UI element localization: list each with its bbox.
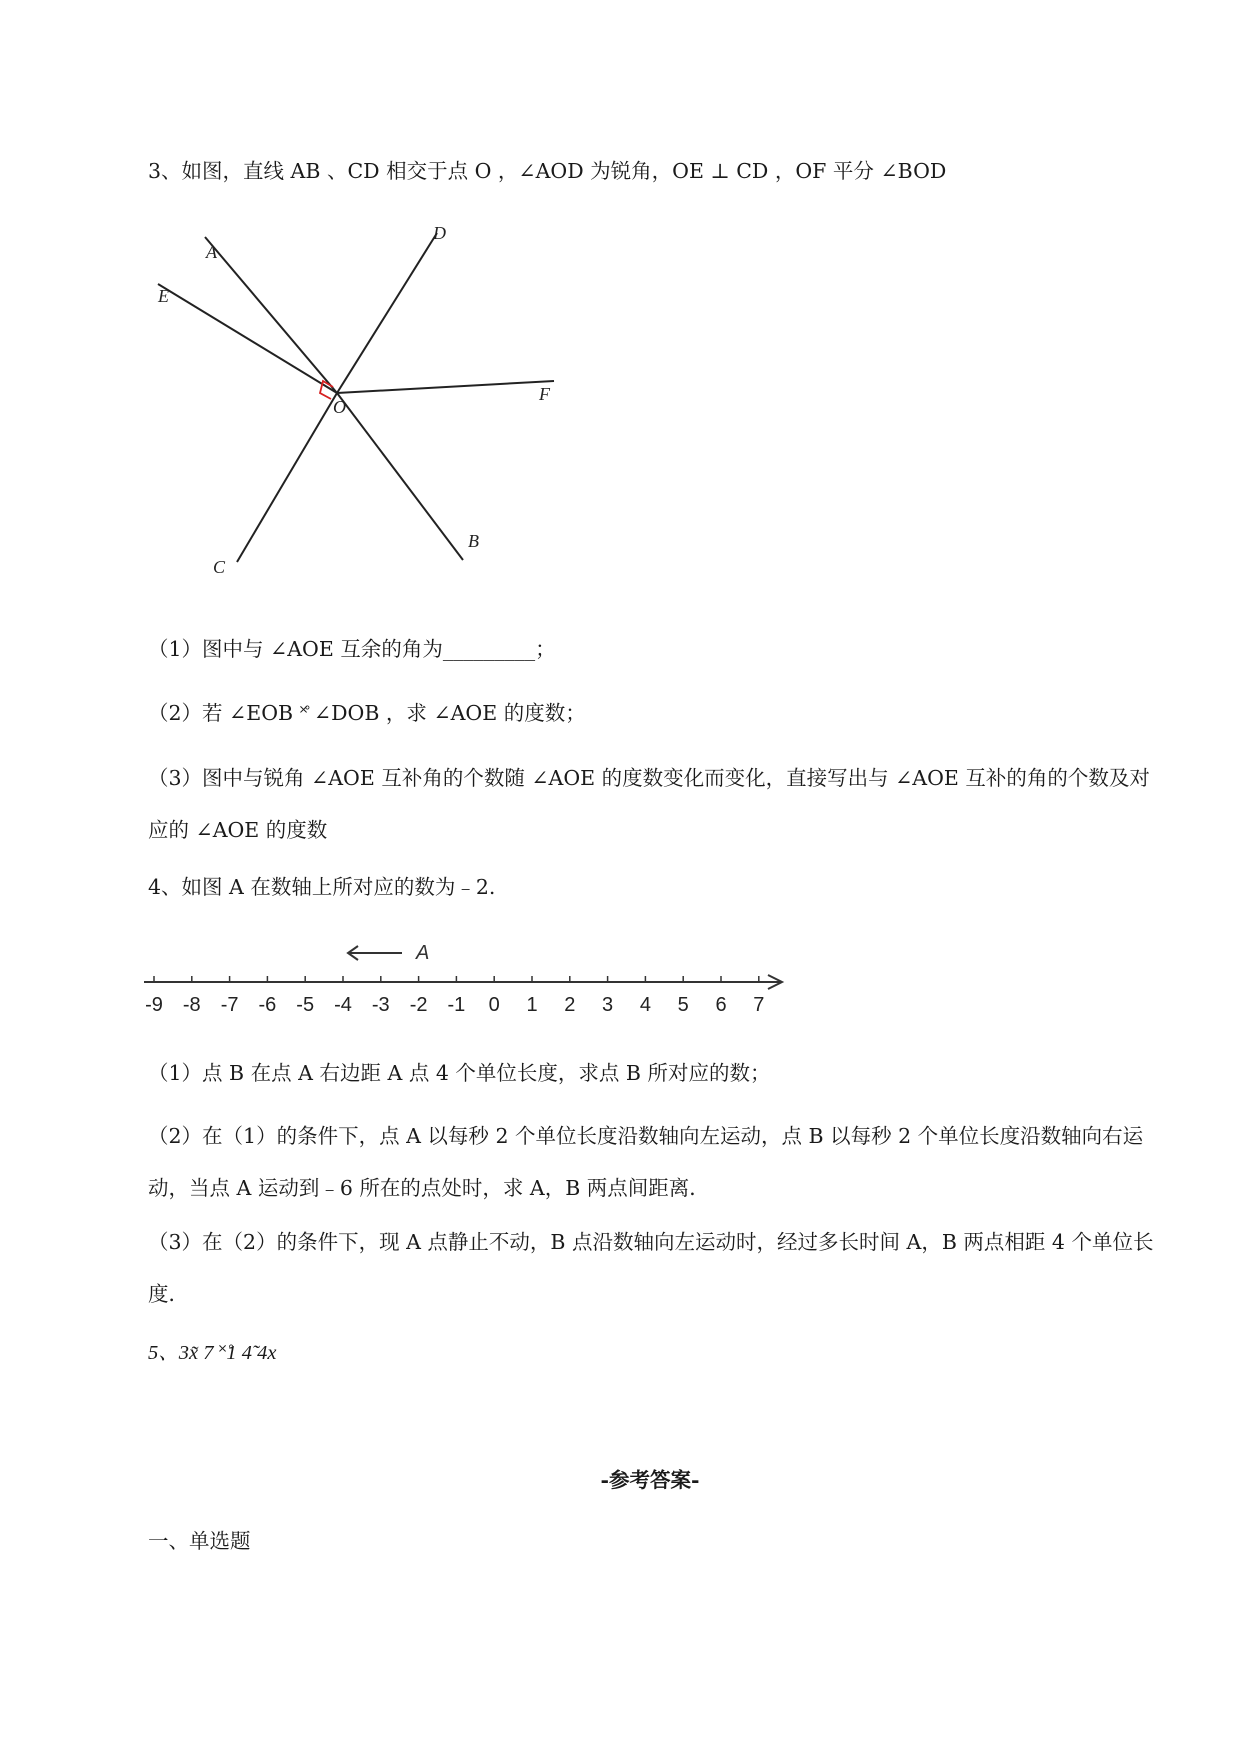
tick-label: -5 [296,994,315,1016]
ray-oe [158,284,337,393]
ray-oc [237,393,337,562]
q5-stem: 5、3x̃ 7 ˟̊1 4̃ 4x [148,1342,277,1364]
label-a: A [206,242,217,262]
tick-label: 7 [753,994,765,1016]
q4-sub3: （3）在（2）的条件下，现 A 点静止不动，B 点沿数轴向左运动时，经过多长时间 A，B 两点相距 4 个单位长度． [148,1230,1154,1306]
q3-stem: 3、如图，直线 AB 、CD 相交于点 O ，∠AOD 为锐角，OE ⊥ CD ，OF 平分 ∠BOD [148,159,947,183]
tick-label: 4 [639,994,651,1016]
tick-label: 3 [602,994,614,1016]
tick-label: 6 [715,994,727,1016]
ray-of [337,381,554,393]
label-e: E [158,286,169,306]
answers-title: -参考答案- [600,1468,700,1492]
label-f: F [539,384,550,404]
tick-label: 0 [488,994,500,1016]
tick-label: 2 [564,994,576,1016]
label-c: C [213,557,226,575]
tick-label: -9 [145,994,163,1016]
number-line [140,940,800,1030]
tick-label: -4 [334,994,352,1016]
q3-sub2: （2）若 ∠EOB ˟̊ ∠DOB ，求 ∠AOE 的度数； [148,701,586,725]
ray-oa [205,237,337,393]
ray-ob [337,393,463,560]
tick-label: -3 [371,994,390,1016]
tick-label: -1 [447,994,466,1016]
tick-label: -8 [182,994,201,1016]
ray-od [337,233,437,393]
tick-label: 5 [677,994,689,1016]
arrow-a-label: A [416,942,430,964]
tick-label: 1 [526,994,538,1016]
label-b: B [468,531,479,551]
label-o: O [333,397,346,417]
q3-figure [140,215,560,575]
tick-label: -6 [258,994,277,1016]
tick-label: -7 [220,994,239,1016]
q3-sub1: （1）图中与 ∠AOE 互余的角为_________； [148,637,556,661]
q4-stem: 4、如图 A 在数轴上所对应的数为﹣2. [148,875,496,899]
section-single-choice: 一、单选题 [148,1529,251,1553]
q3-sub3: （3）图中与锐角 ∠AOE 互补角的个数随 ∠AOE 的度数变化而变化，直接写出与 ∠AOE 互补的角的个数及对应的 ∠AOE 的度数 [148,766,1150,842]
tick-label: -2 [409,994,428,1016]
q4-sub2: （2）在（1）的条件下，点 A 以每秒 2 个单位长度沿数轴向左运动，点 B 以每秒 2 个单位长度沿数轴向右运动，当点 A 运动到﹣6 所在的点处时，求 A，B 两点间距离． [148,1124,1144,1200]
q4-sub1: （1）点 B 在点 A 右边距 A 点 4 个单位长度，求点 B 所对应的数； [148,1061,771,1085]
label-d: D [433,223,446,243]
